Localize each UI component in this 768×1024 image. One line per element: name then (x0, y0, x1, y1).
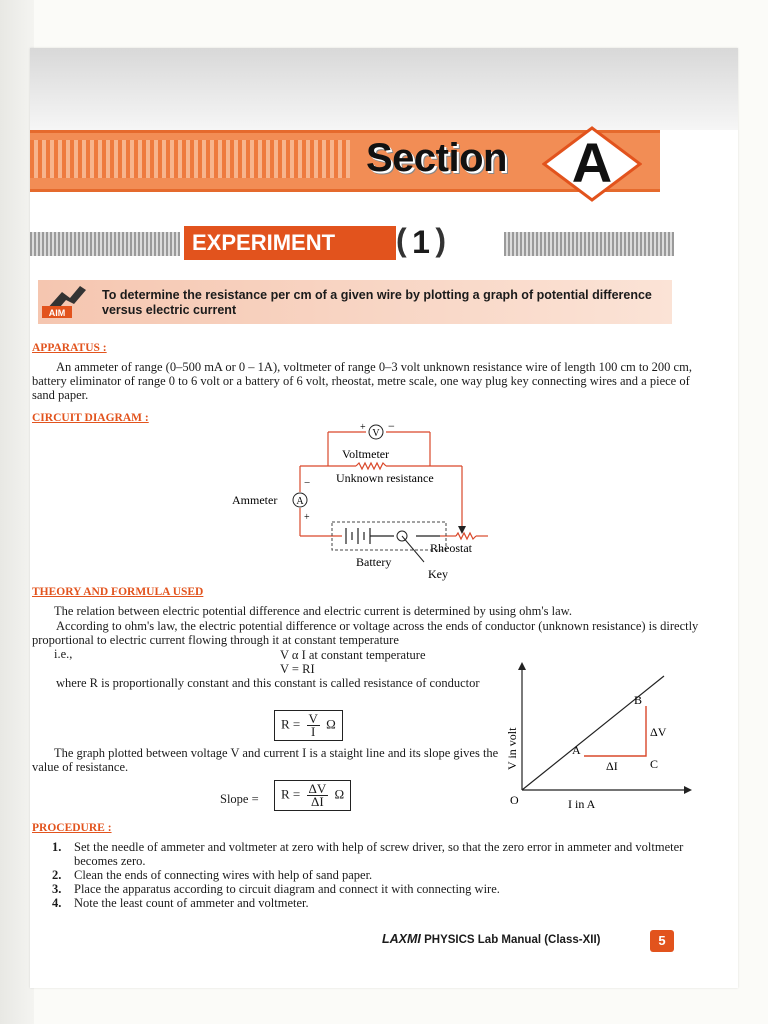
procedure-list (52, 840, 714, 910)
slope-formula (274, 780, 351, 811)
rheostat-slider-arrow (458, 526, 466, 534)
slope-lhs: R = (281, 786, 301, 802)
formula-unit: Ω (326, 716, 336, 732)
graph-ylabel: V in volt (505, 727, 519, 770)
experiment-bars-right (504, 232, 674, 256)
voltmeter-symbol-text: V (372, 428, 380, 439)
graph-point-c: C (650, 757, 659, 771)
voltmeter-plus: + (360, 422, 366, 433)
experiment-number: ( 1 ) (396, 222, 446, 262)
section-letter: A (571, 131, 613, 194)
theory-p3: where R is proportionally constant and this constant is called resistance of conductor (56, 676, 480, 690)
theory-heading: THEORY AND FORMULA USED (32, 586, 204, 598)
resistance-zigzag (356, 463, 386, 469)
ammeter-plus: + (304, 512, 310, 523)
aim-text: To determine the resistance per cm of a given wire by plotting a graph of potential difference versus electric current (102, 288, 652, 317)
theory-p2: According to ohm's law, the electric potential difference or voltage across the ends of conductor (unknown resistance) is directly proportional to electric current flowing through it at constant temperature (32, 619, 699, 647)
procedure-item (52, 896, 714, 910)
page-number: 5 (650, 930, 674, 952)
book-spine-shadow (0, 0, 34, 1024)
circuit-diagram (226, 422, 526, 582)
key-pointer (402, 536, 424, 562)
top-band (30, 48, 738, 130)
graph-point-b: B (634, 693, 643, 707)
procedure-item-text: Note the least count of ammeter and voltmeter. (74, 896, 309, 910)
voltmeter-label: Voltmeter (342, 447, 390, 461)
circuit-heading: CIRCUIT DIAGRAM : (32, 412, 149, 424)
page (30, 48, 738, 988)
experiment-bars-left (30, 232, 180, 256)
aim-icon-text: AIM (48, 308, 66, 318)
section-title: Section (366, 136, 507, 180)
procedure-item-number: 3. (52, 882, 62, 896)
equation-proportional: V α I at constant temperature (280, 648, 426, 662)
graph-delta-i: ΔI (606, 759, 618, 773)
footer-title (382, 932, 600, 946)
experiment-label: EXPERIMENT (184, 226, 396, 260)
theory-p1: The relation between electric potential difference and electric current is determined by using ohm's law. (54, 604, 573, 618)
slope-denominator: ΔI (311, 794, 324, 809)
rheostat-label: Rheostat (430, 541, 472, 555)
procedure-heading: PROCEDURE : (32, 822, 112, 834)
procedure-item-number: 1. (52, 840, 62, 854)
procedure-item-number: 2. (52, 868, 62, 882)
ammeter-minus: − (304, 477, 311, 489)
theory-p4: The graph plotted between voltage V and current I is a staight line and its slope gives the value of resistance. (32, 746, 499, 774)
resistance-formula (274, 710, 343, 741)
key-label: Key (428, 567, 448, 581)
equation-ohm: V = RI (280, 662, 315, 676)
section-stripe (30, 140, 350, 178)
procedure-item (52, 840, 714, 868)
ammeter-symbol-text: A (296, 496, 304, 507)
procedure-item-text: Place the apparatus according to circuit diagram and connect it with connecting wire. (74, 882, 500, 896)
procedure-item-text: Set the needle of ammeter and voltmeter at zero with help of screw driver, so that the zero error in ammeter and voltmeter becomes zero. (74, 840, 684, 868)
theory-ie: i.e., (54, 647, 73, 661)
slope-label: Slope = (220, 792, 259, 806)
procedure-item-text: Clean the ends of connecting wires with help of sand paper. (74, 868, 373, 882)
x-axis-arrow (684, 786, 692, 794)
procedure-item (52, 882, 714, 896)
voltmeter-minus: − (388, 422, 395, 433)
footer-brand: LAXMI (382, 932, 421, 946)
formula-numerator: V (308, 711, 318, 726)
procedure-item (52, 868, 714, 882)
footer-title-text: PHYSICS Lab Manual (Class-XII) (424, 934, 601, 946)
graph-delta-v: ΔV (650, 725, 667, 739)
slope-triangle (584, 706, 646, 756)
aim-pointer-icon (40, 280, 96, 320)
ammeter-label: Ammeter (232, 493, 278, 507)
slope-unit: Ω (334, 786, 345, 802)
vi-graph (502, 660, 698, 810)
vi-line (522, 676, 664, 790)
battery-label: Battery (356, 555, 392, 569)
apparatus-text: An ammeter of range (0–500 mA or 0 – 1A), voltmeter of range 0–3 volt unknown resistance wire of length 100 cm to 200 cm, battery eliminator of range 0 to 6 volt or a battery of 6 volt, rheostat, metre scale, one way plug key connecting wires and a piece of sand paper. (32, 360, 692, 402)
formula-lhs: R = (281, 716, 301, 732)
y-axis-arrow (518, 662, 526, 670)
procedure-item-number: 4. (52, 896, 62, 910)
graph-origin: O (510, 793, 519, 807)
graph-point-a: A (572, 743, 581, 757)
graph-xlabel: I in A (568, 797, 596, 810)
formula-denominator: I (311, 724, 316, 739)
rheostat-zigzag (456, 533, 476, 539)
slope-numerator: ΔV (308, 781, 327, 796)
section-letter-badge (542, 126, 642, 202)
unknown-resistance-label: Unknown resistance (336, 471, 434, 485)
apparatus-heading: APPARATUS : (32, 342, 107, 354)
